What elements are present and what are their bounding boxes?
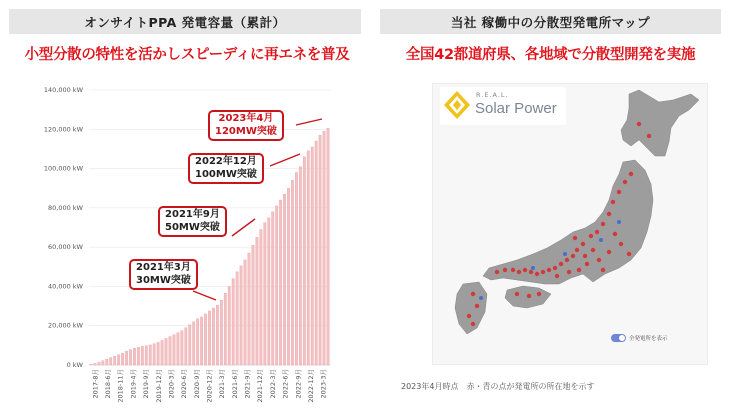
x-tick-label: 2022-6月 (281, 369, 290, 399)
capacity-bar (106, 359, 108, 365)
capacity-bar (327, 128, 329, 365)
map-caption: 2023年4月時点 赤・青の点が発電所の所在地を示す (401, 382, 595, 391)
capacity-bar-chart (0, 70, 370, 413)
y-tick-label: 140,000 kW (43, 86, 83, 94)
capacity-bar (236, 272, 238, 365)
x-tick-label: 2023-3月 (319, 369, 328, 399)
capacity-bar (283, 194, 285, 365)
y-tick-label: 120,000 kW (43, 125, 83, 134)
capacity-bar (90, 364, 92, 365)
milestone-callout-30mw (129, 259, 198, 290)
capacity-bar (192, 322, 194, 365)
map-panel-header: 当社 稼働中の分散型発電所マップ (380, 9, 721, 34)
capacity-bar (110, 358, 112, 365)
capacity-bar (315, 141, 317, 365)
callout-date: 2021年3月 (136, 262, 191, 273)
capacity-bar (228, 286, 230, 365)
capacity-bar (323, 131, 325, 365)
capacity-bar (169, 337, 171, 365)
map-subtitle: 全国42都道府県、各地域で分散型開発を実施 (405, 47, 696, 63)
x-tick-label: 2020-6月 (180, 369, 189, 399)
capacity-bar (232, 279, 234, 365)
show-all-plants-toggle[interactable] (611, 334, 626, 342)
y-tick-label: 20,000 kW (47, 321, 83, 330)
capacity-bar (268, 218, 270, 365)
japan-map[interactable] (432, 83, 708, 365)
capacity-bar (137, 347, 139, 365)
solar-logo-icon (444, 91, 470, 119)
x-tick-label: 2021-6月 (230, 369, 239, 399)
callout-date: 2023年4月 (218, 113, 274, 124)
capacity-bar (291, 180, 293, 365)
x-tick-label: 2020-9月 (192, 369, 201, 399)
capacity-bar (252, 245, 254, 365)
capacity-bar (216, 305, 218, 365)
capacity-bar (185, 328, 187, 365)
capacity-bar (224, 293, 226, 365)
x-tick-label: 2018-11月 (116, 369, 125, 403)
capacity-bar (157, 342, 159, 365)
capacity-bar (129, 350, 131, 365)
logo-main-text: Solar Power (475, 100, 557, 117)
capacity-bar (279, 200, 281, 365)
milestone-callout-120mw (208, 110, 284, 141)
capacity-bar (177, 333, 179, 365)
x-tick-label: 2021-3月 (218, 369, 227, 399)
capacity-bar (256, 237, 258, 365)
capacity-bar (165, 338, 167, 365)
y-tick-label: 100,000 kW (43, 164, 83, 173)
capacity-bar (271, 212, 273, 365)
capacity-bar (200, 317, 202, 365)
capacity-bar (149, 345, 151, 365)
milestone-callout-50mw (158, 206, 227, 237)
capacity-bar (299, 167, 301, 365)
capacity-bar (260, 229, 262, 365)
callout-value: 30MW突破 (136, 274, 191, 286)
capacity-bar (133, 348, 135, 365)
capacity-bar (181, 331, 183, 365)
y-tick-label: 60,000 kW (47, 243, 83, 252)
hokkaido-shape (621, 90, 699, 156)
toggle-label: 全発電所を表示 (629, 336, 668, 342)
milestone-callout-100mw (188, 153, 264, 184)
callout-value: 100MW突破 (195, 168, 257, 180)
capacity-bar (189, 325, 191, 365)
capacity-bar (98, 362, 100, 365)
capacity-bar (275, 206, 277, 365)
x-tick-label: 2019-9月 (142, 369, 151, 399)
capacity-bar (196, 319, 198, 365)
x-tick-label: 2019-12月 (154, 369, 163, 403)
capacity-bar (244, 260, 246, 365)
x-tick-label: 2020-12月 (205, 369, 214, 403)
x-tick-label: 2020-3月 (167, 369, 176, 399)
x-tick-label: 2022-9月 (294, 369, 303, 399)
honshu-shape (483, 160, 653, 284)
callout-arrow (193, 291, 216, 300)
capacity-bar (113, 356, 115, 365)
capacity-bar (173, 335, 175, 365)
capacity-bar (141, 346, 143, 365)
map-toggle-row[interactable] (611, 334, 668, 342)
callout-date: 2022年12月 (195, 156, 257, 167)
y-tick-label: 40,000 kW (47, 282, 83, 291)
capacity-bar (117, 355, 119, 365)
capacity-bar (204, 314, 206, 365)
capacity-bar (311, 147, 313, 365)
x-tick-label: 2022-12月 (306, 369, 315, 403)
chart-subtitle: 小型分散の特性を活かしスピーディに再エネを普及 (24, 47, 350, 63)
y-tick-label: 0 kW (66, 361, 83, 369)
capacity-bar (287, 188, 289, 365)
x-tick-label: 2021-12月 (256, 369, 265, 403)
callout-value: 120MW突破 (215, 125, 277, 137)
callout-date: 2021年9月 (165, 209, 220, 220)
callout-arrow (296, 119, 322, 125)
capacity-bar (303, 157, 305, 365)
capacity-bar (240, 266, 242, 365)
y-tick-label: 80,000 kW (47, 203, 83, 212)
kyushu-shape (455, 282, 487, 334)
capacity-bar (125, 351, 127, 365)
capacity-bar (248, 253, 250, 365)
capacity-bar (220, 300, 222, 365)
logo-small-text: R.E.A.L. (476, 91, 509, 99)
x-tick-label: 2017-8月 (91, 369, 100, 399)
callout-arrow (270, 154, 300, 166)
x-tick-label: 2018-6月 (104, 369, 113, 399)
capacity-bar (212, 308, 214, 365)
capacity-bar (307, 151, 309, 365)
capacity-bar (145, 346, 147, 365)
capacity-bar (153, 344, 155, 365)
x-tick-label: 2021-9月 (243, 369, 252, 399)
japan-map-graphic (433, 84, 709, 366)
x-tick-label: 2019-4月 (129, 369, 138, 399)
capacity-bar (161, 340, 163, 365)
capacity-bar (264, 223, 266, 365)
capacity-bar (94, 363, 96, 365)
chart-panel-header: オンサイトPPA 発電容量（累計） (9, 9, 361, 34)
x-tick-label: 2022-3月 (268, 369, 277, 399)
callout-value: 50MW突破 (165, 221, 220, 233)
callout-arrow (232, 219, 255, 236)
capacity-bar (319, 135, 321, 365)
capacity-bar (102, 361, 104, 365)
capacity-bar (121, 353, 123, 365)
capacity-bar (208, 311, 210, 365)
capacity-bar (295, 173, 297, 366)
